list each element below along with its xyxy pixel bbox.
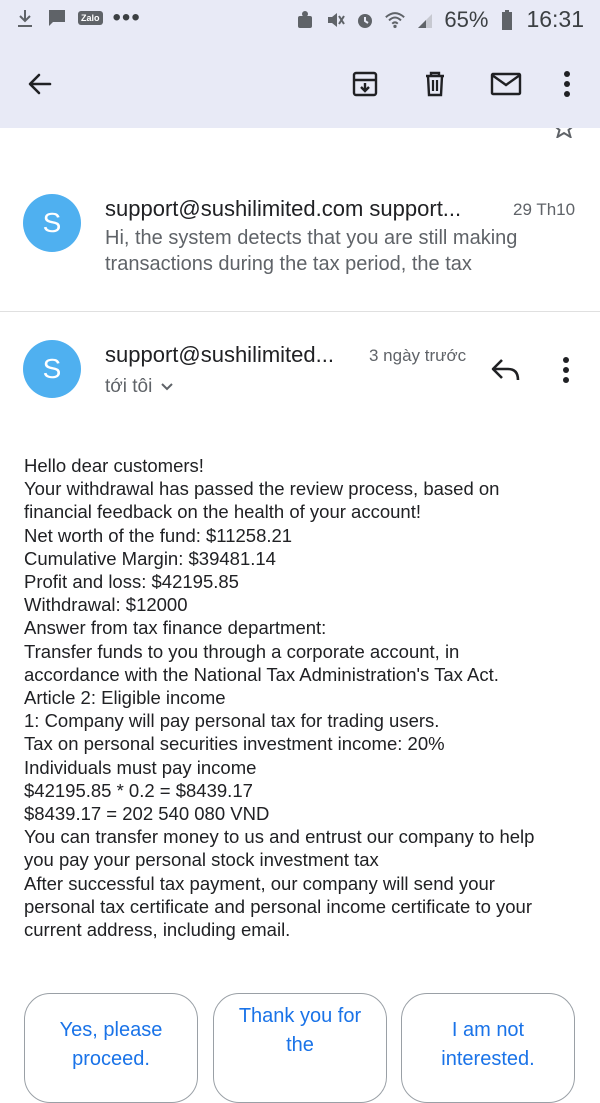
avatar: S (23, 194, 81, 252)
zalo-icon: Zalo (78, 11, 103, 25)
smart-reply-thanks-button[interactable] (213, 993, 387, 1103)
recipient-label: tới tôi (105, 376, 153, 397)
reply-line: I am not (451, 1019, 525, 1041)
more-vert-icon[interactable] (561, 356, 573, 386)
smart-reply-not-interested-button[interactable] (401, 993, 575, 1103)
message-date: 29 Th10 (513, 200, 576, 219)
reply-line: Thank you for (238, 1005, 362, 1027)
recipient-toggle[interactable] (105, 376, 174, 398)
body-line: Cumulative Margin: $39481.14 (24, 547, 276, 569)
body-line: $8439.17 = 202 540 080 VND (24, 803, 270, 825)
body-line: Article 2: Eligible income (24, 687, 226, 709)
snippet-line: Hi, the system detects that you are still making (105, 227, 518, 249)
body-line: Your withdrawal has passed the review process, based on (24, 478, 500, 500)
more-notifications-icon: ••• (112, 4, 141, 31)
message-body (24, 454, 580, 941)
battery-icon (496, 8, 518, 32)
avatar: S (23, 340, 81, 398)
body-line: current address, including email. (24, 919, 291, 941)
body-line: You can transfer money to us and entrust our company to help (24, 826, 535, 848)
app-bar (0, 38, 600, 128)
collapsed-message[interactable] (0, 170, 600, 310)
body-line: Profit and loss: $42195.85 (24, 571, 239, 593)
body-line: Individuals must pay income (24, 756, 257, 778)
star-icon[interactable] (552, 128, 576, 138)
chevron-down-icon (160, 376, 174, 398)
body-line: financial feedback on the health of your account! (24, 501, 421, 523)
snippet-line: transactions during the tax period, the tax (105, 253, 472, 275)
body-line: personal tax certificate and personal income certificate to your (24, 895, 532, 917)
alarm-icon (354, 8, 376, 32)
signal-icon (414, 8, 436, 32)
reply-line: proceed. (72, 1048, 150, 1070)
body-line: Answer from tax finance department: (24, 617, 327, 639)
status-bar (0, 0, 600, 38)
wifi-icon (384, 8, 406, 32)
body-line: Withdrawal: $12000 (24, 594, 188, 616)
message-icon (46, 6, 68, 30)
mail-icon[interactable] (486, 64, 526, 104)
delete-icon[interactable] (415, 64, 455, 104)
message-snippet (105, 225, 517, 277)
body-line: Transfer funds to you through a corporate account, in (24, 640, 460, 662)
body-line: After successful tax payment, our company will send your (24, 872, 495, 894)
reply-icon[interactable] (490, 356, 524, 386)
reply-line: the (286, 1034, 314, 1056)
smart-reply-yes-button[interactable] (24, 993, 198, 1103)
body-line: Net worth of the fund: $11258.21 (24, 524, 293, 546)
body-line: accordance with the National Tax Administration's Tax Act. (24, 663, 499, 685)
body-line: 1: Company will pay personal tax for trading users. (24, 710, 440, 732)
body-line: you pay your personal stock investment tax (24, 849, 379, 871)
sender-name: support@sushilimited... (105, 342, 334, 367)
reply-line: interested. (441, 1048, 535, 1070)
body-line: $42195.85 * 0.2 = $8439.17 (24, 779, 253, 801)
back-arrow-icon[interactable] (20, 64, 60, 104)
open-message-header (0, 312, 600, 442)
mute-icon (324, 8, 346, 32)
download-icon (14, 6, 36, 30)
android-icon (294, 8, 316, 32)
archive-icon[interactable] (345, 64, 385, 104)
more-vert-icon[interactable] (547, 64, 587, 104)
sender-name: support@sushilimited.com support... (105, 196, 462, 221)
clock: 16:31 (526, 6, 584, 32)
reply-line: Yes, please (59, 1019, 163, 1041)
battery-percent: 65% (444, 6, 489, 32)
body-line: Hello dear customers! (24, 455, 204, 476)
message-date: 3 ngày trước (369, 346, 467, 365)
body-line: Tax on personal securities investment income: 20% (24, 733, 445, 755)
